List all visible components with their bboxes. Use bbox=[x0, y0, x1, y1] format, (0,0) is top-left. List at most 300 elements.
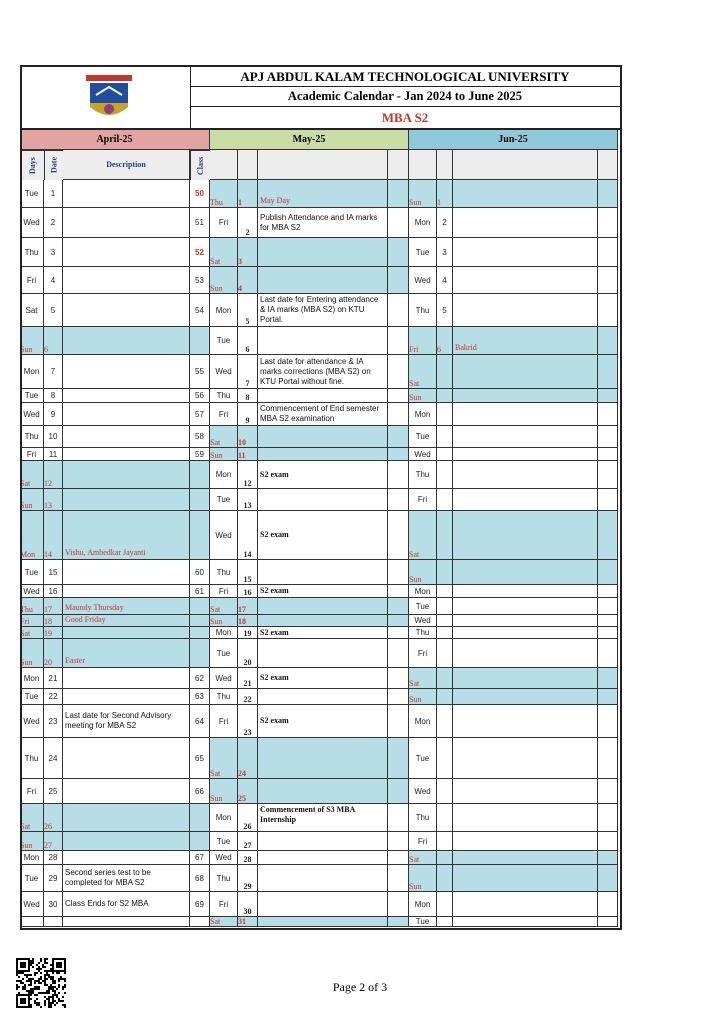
april-class bbox=[190, 639, 210, 668]
april-day: Tue bbox=[20, 865, 44, 892]
june-extra-cell bbox=[598, 294, 618, 327]
may-date: 12 bbox=[238, 461, 258, 489]
april-class bbox=[190, 461, 210, 489]
april-class bbox=[190, 627, 210, 639]
may-date: 21 bbox=[238, 668, 258, 689]
april-date: 14 bbox=[44, 511, 63, 560]
may-date: 19 bbox=[238, 627, 258, 639]
april-date: 25 bbox=[44, 779, 63, 804]
april-class: 68 bbox=[190, 865, 210, 892]
june-date bbox=[437, 917, 453, 927]
june-date bbox=[437, 689, 453, 705]
june-extra-cell bbox=[598, 779, 618, 804]
april-date: 2 bbox=[44, 208, 63, 238]
april-class: 60 bbox=[190, 560, 210, 585]
april-day: Sun bbox=[20, 832, 44, 851]
june-date bbox=[437, 615, 453, 627]
april-class bbox=[190, 327, 210, 355]
may-day: Mon bbox=[210, 627, 238, 639]
april-day: Fri bbox=[20, 779, 44, 804]
june-day: Mon bbox=[409, 208, 437, 238]
may-day: Tue bbox=[210, 832, 238, 851]
may-date: 6 bbox=[238, 327, 258, 355]
june-description bbox=[453, 832, 598, 851]
may-date: 30 bbox=[238, 892, 258, 917]
logo-cell bbox=[22, 67, 191, 130]
may-date: 13 bbox=[238, 489, 258, 511]
may-column-header bbox=[388, 150, 409, 180]
page-number: Page 2 of 3 bbox=[332, 980, 388, 994]
june-extra-cell bbox=[598, 448, 618, 461]
april-date bbox=[44, 917, 63, 927]
april-description bbox=[63, 238, 190, 267]
may-date: 20 bbox=[238, 639, 258, 668]
june-date bbox=[437, 355, 453, 389]
april-description bbox=[63, 585, 190, 598]
april-day: Thu bbox=[20, 738, 44, 779]
may-description bbox=[258, 639, 388, 668]
april-day: Sun bbox=[20, 327, 44, 355]
may-description: S2 exam bbox=[258, 705, 388, 738]
calendar-header bbox=[20, 65, 622, 130]
may-extra-cell bbox=[388, 804, 409, 832]
may-description: S2 exam bbox=[258, 585, 388, 598]
april-date: 20 bbox=[44, 639, 63, 668]
may-extra-cell bbox=[388, 294, 409, 327]
june-day: Tue bbox=[409, 738, 437, 779]
april-description bbox=[63, 327, 190, 355]
june-day: Sat bbox=[409, 851, 437, 865]
may-extra-cell bbox=[388, 327, 409, 355]
may-extra-cell bbox=[388, 461, 409, 489]
april-description bbox=[63, 689, 190, 705]
may-description: Last date for Entering attendance & IA marks (MBA S2) on KTU Portal. bbox=[258, 294, 388, 327]
june-column-header bbox=[598, 150, 618, 180]
april-day: Wed bbox=[20, 403, 44, 426]
university-title: APJ ABDUL KALAM TECHNOLOGICAL UNIVERSITY bbox=[190, 67, 620, 87]
june-day: Fri bbox=[409, 832, 437, 851]
april-class: 65 bbox=[190, 738, 210, 779]
april-day: Fri bbox=[20, 615, 44, 627]
june-day: Wed bbox=[409, 615, 437, 627]
april-date: 24 bbox=[44, 738, 63, 779]
april-description: Last date for Second Advisory meeting for MBA S2 bbox=[63, 705, 190, 738]
april-class: 57 bbox=[190, 403, 210, 426]
june-day: Sun bbox=[409, 180, 437, 208]
april-description bbox=[63, 668, 190, 689]
june-date bbox=[437, 448, 453, 461]
june-description bbox=[453, 689, 598, 705]
june-description bbox=[453, 426, 598, 448]
may-date: 29 bbox=[238, 865, 258, 892]
may-day: Fri bbox=[210, 403, 238, 426]
june-month-header: Jun-25 bbox=[409, 128, 618, 150]
june-day: Sat bbox=[409, 355, 437, 389]
may-day: Wed bbox=[210, 668, 238, 689]
june-extra-cell bbox=[598, 327, 618, 355]
june-day: Fri bbox=[409, 489, 437, 511]
may-date: 9 bbox=[238, 403, 258, 426]
may-day: Tue bbox=[210, 489, 238, 511]
may-description bbox=[258, 598, 388, 615]
june-extra-cell bbox=[598, 892, 618, 917]
april-description: Class Ends for S2 MBA bbox=[63, 892, 190, 917]
april-day: Sat bbox=[20, 627, 44, 639]
may-column-header bbox=[258, 150, 388, 180]
april-day: Mon bbox=[20, 511, 44, 560]
june-day: Wed bbox=[409, 448, 437, 461]
april-day: Mon bbox=[20, 355, 44, 389]
may-day: Sun bbox=[210, 267, 238, 294]
may-extra-cell bbox=[388, 355, 409, 389]
april-day: Wed bbox=[20, 892, 44, 917]
june-description bbox=[453, 403, 598, 426]
june-day: Thu bbox=[409, 627, 437, 639]
may-day: Fri bbox=[210, 892, 238, 917]
april-class: 62 bbox=[190, 668, 210, 689]
may-description: Last date for attendance & IA marks corrections (MBA S2) on KTU Portal without fine. bbox=[258, 355, 388, 389]
june-description bbox=[453, 738, 598, 779]
may-day: Mon bbox=[210, 461, 238, 489]
may-extra-cell bbox=[388, 668, 409, 689]
june-day: Tue bbox=[409, 426, 437, 448]
june-date bbox=[437, 461, 453, 489]
may-day: Thu bbox=[210, 865, 238, 892]
may-description bbox=[258, 689, 388, 705]
may-extra-cell bbox=[388, 851, 409, 865]
june-extra-cell bbox=[598, 180, 618, 208]
april-date: 19 bbox=[44, 627, 63, 639]
april-date: 22 bbox=[44, 689, 63, 705]
june-description bbox=[453, 598, 598, 615]
june-description bbox=[453, 389, 598, 403]
april-description bbox=[63, 461, 190, 489]
june-description bbox=[453, 892, 598, 917]
may-date: 14 bbox=[238, 511, 258, 560]
column-header-date: Date bbox=[44, 150, 63, 180]
may-description: S2 exam bbox=[258, 511, 388, 560]
april-class: 55 bbox=[190, 355, 210, 389]
april-description bbox=[63, 779, 190, 804]
june-extra-cell bbox=[598, 917, 618, 927]
qr-code-icon bbox=[16, 958, 66, 1008]
june-day: Mon bbox=[409, 705, 437, 738]
may-day: Thu bbox=[210, 560, 238, 585]
june-date bbox=[437, 426, 453, 448]
april-day: Tue bbox=[20, 389, 44, 403]
column-header-description: Description bbox=[63, 150, 190, 180]
may-day: Sat bbox=[210, 598, 238, 615]
june-extra-cell bbox=[598, 865, 618, 892]
june-date bbox=[437, 705, 453, 738]
june-description bbox=[453, 208, 598, 238]
april-date: 11 bbox=[44, 448, 63, 461]
april-date: 12 bbox=[44, 461, 63, 489]
april-description: Vishu, Ambedkar Jayanti bbox=[63, 511, 190, 560]
may-extra-cell bbox=[388, 448, 409, 461]
june-date: 5 bbox=[437, 294, 453, 327]
may-extra-cell bbox=[388, 489, 409, 511]
may-day: Wed bbox=[210, 355, 238, 389]
june-day: Wed bbox=[409, 779, 437, 804]
april-date: 18 bbox=[44, 615, 63, 627]
june-extra-cell bbox=[598, 804, 618, 832]
may-month-header: May-25 bbox=[210, 128, 409, 150]
june-description bbox=[453, 294, 598, 327]
june-date bbox=[437, 489, 453, 511]
april-class: 58 bbox=[190, 426, 210, 448]
june-day: Tue bbox=[409, 238, 437, 267]
june-date bbox=[437, 779, 453, 804]
june-day: Mon bbox=[409, 585, 437, 598]
may-day: Thu bbox=[210, 389, 238, 403]
may-extra-cell bbox=[388, 865, 409, 892]
june-column-header bbox=[437, 150, 453, 180]
april-date: 9 bbox=[44, 403, 63, 426]
may-date: 16 bbox=[238, 585, 258, 598]
may-date: 27 bbox=[238, 832, 258, 851]
april-description bbox=[63, 489, 190, 511]
june-description bbox=[453, 180, 598, 208]
june-extra-cell bbox=[598, 389, 618, 403]
may-extra-cell bbox=[388, 389, 409, 403]
april-date: 27 bbox=[44, 832, 63, 851]
june-date bbox=[437, 851, 453, 865]
may-day: Wed bbox=[210, 511, 238, 560]
may-day: Fri bbox=[210, 208, 238, 238]
june-date bbox=[437, 832, 453, 851]
may-extra-cell bbox=[388, 832, 409, 851]
june-extra-cell bbox=[598, 355, 618, 389]
april-class bbox=[190, 489, 210, 511]
june-day: Wed bbox=[409, 267, 437, 294]
april-date: 3 bbox=[44, 238, 63, 267]
april-date: 17 bbox=[44, 598, 63, 615]
june-date bbox=[437, 627, 453, 639]
april-date: 1 bbox=[44, 180, 63, 208]
june-description bbox=[453, 461, 598, 489]
april-description bbox=[63, 560, 190, 585]
may-date: 25 bbox=[238, 779, 258, 804]
june-day: Tue bbox=[409, 917, 437, 927]
april-description bbox=[63, 738, 190, 779]
june-date bbox=[437, 511, 453, 560]
june-day: Sun bbox=[409, 560, 437, 585]
june-date: 6 bbox=[437, 327, 453, 355]
may-description bbox=[258, 615, 388, 627]
april-description bbox=[63, 294, 190, 327]
column-header-class: Class bbox=[190, 150, 210, 180]
may-description: S2 exam bbox=[258, 627, 388, 639]
june-column-header bbox=[453, 150, 598, 180]
april-description: Second series test to be completed for MBA S2 bbox=[63, 865, 190, 892]
april-class: 61 bbox=[190, 585, 210, 598]
may-date: 11 bbox=[238, 448, 258, 461]
june-extra-cell bbox=[598, 238, 618, 267]
may-extra-cell bbox=[388, 627, 409, 639]
may-description bbox=[258, 917, 388, 927]
june-date bbox=[437, 738, 453, 779]
april-date: 26 bbox=[44, 804, 63, 832]
april-description bbox=[63, 403, 190, 426]
may-description bbox=[258, 865, 388, 892]
may-date: 22 bbox=[238, 689, 258, 705]
april-day: Sat bbox=[20, 804, 44, 832]
april-class: 63 bbox=[190, 689, 210, 705]
calendar-page bbox=[20, 65, 620, 948]
june-extra-cell bbox=[598, 689, 618, 705]
may-extra-cell bbox=[388, 615, 409, 627]
may-date: 24 bbox=[238, 738, 258, 779]
april-day bbox=[20, 917, 44, 927]
april-day: Sat bbox=[20, 294, 44, 327]
april-day: Sat bbox=[20, 461, 44, 489]
april-date: 8 bbox=[44, 389, 63, 403]
may-day: Sun bbox=[210, 779, 238, 804]
april-day: Tue bbox=[20, 689, 44, 705]
june-date: 2 bbox=[437, 208, 453, 238]
april-class bbox=[190, 917, 210, 927]
may-day: Sun bbox=[210, 448, 238, 461]
april-day: Tue bbox=[20, 180, 44, 208]
april-description bbox=[63, 627, 190, 639]
april-description: Maundy Thursday bbox=[63, 598, 190, 615]
may-description: Commencement of End semester MBA S2 examination bbox=[258, 403, 388, 426]
may-date: 15 bbox=[238, 560, 258, 585]
may-date: 5 bbox=[238, 294, 258, 327]
april-class: 52 bbox=[190, 238, 210, 267]
june-extra-cell bbox=[598, 627, 618, 639]
april-day: Wed bbox=[20, 705, 44, 738]
may-date: 23 bbox=[238, 705, 258, 738]
april-day: Thu bbox=[20, 426, 44, 448]
june-description bbox=[453, 585, 598, 598]
june-extra-cell bbox=[598, 208, 618, 238]
june-date bbox=[437, 892, 453, 917]
april-date: 6 bbox=[44, 327, 63, 355]
june-date bbox=[437, 668, 453, 689]
may-day: Sat bbox=[210, 917, 238, 927]
may-date: 2 bbox=[238, 208, 258, 238]
may-day: Tue bbox=[210, 639, 238, 668]
june-day: Sun bbox=[409, 389, 437, 403]
may-extra-cell bbox=[388, 180, 409, 208]
may-description: S2 exam bbox=[258, 668, 388, 689]
june-description bbox=[453, 639, 598, 668]
april-class bbox=[190, 598, 210, 615]
column-header-days: Days bbox=[20, 150, 44, 180]
june-date bbox=[437, 804, 453, 832]
may-extra-cell bbox=[388, 511, 409, 560]
may-description bbox=[258, 238, 388, 267]
calendar-grid bbox=[20, 128, 620, 927]
april-date: 15 bbox=[44, 560, 63, 585]
april-description bbox=[63, 448, 190, 461]
april-month-header: April-25 bbox=[20, 128, 210, 150]
may-day: Tue bbox=[210, 327, 238, 355]
april-class bbox=[190, 615, 210, 627]
may-extra-cell bbox=[388, 892, 409, 917]
june-description bbox=[453, 238, 598, 267]
june-day: Fri bbox=[409, 327, 437, 355]
june-description bbox=[453, 448, 598, 461]
june-date bbox=[437, 585, 453, 598]
may-description: Publish Attendance and IA marks for MBA S2 bbox=[258, 208, 388, 238]
april-date: 28 bbox=[44, 851, 63, 865]
june-extra-cell bbox=[598, 426, 618, 448]
april-day: Wed bbox=[20, 585, 44, 598]
june-extra-cell bbox=[598, 560, 618, 585]
may-date: 10 bbox=[238, 426, 258, 448]
june-extra-cell bbox=[598, 615, 618, 627]
june-date: 1 bbox=[437, 180, 453, 208]
june-day: Sun bbox=[409, 689, 437, 705]
may-description bbox=[258, 267, 388, 294]
june-description bbox=[453, 917, 598, 927]
june-description bbox=[453, 627, 598, 639]
april-description bbox=[63, 804, 190, 832]
may-extra-cell bbox=[388, 560, 409, 585]
april-class: 56 bbox=[190, 389, 210, 403]
may-date: 17 bbox=[238, 598, 258, 615]
may-description bbox=[258, 779, 388, 804]
april-description bbox=[63, 267, 190, 294]
june-extra-cell bbox=[598, 668, 618, 689]
university-logo bbox=[84, 73, 134, 125]
april-date: 29 bbox=[44, 865, 63, 892]
june-extra-cell bbox=[598, 267, 618, 294]
may-extra-cell bbox=[388, 267, 409, 294]
april-class bbox=[190, 511, 210, 560]
june-description bbox=[453, 267, 598, 294]
may-description bbox=[258, 832, 388, 851]
april-date: 5 bbox=[44, 294, 63, 327]
may-extra-cell bbox=[388, 585, 409, 598]
may-extra-cell bbox=[388, 917, 409, 927]
june-description bbox=[453, 489, 598, 511]
june-extra-cell bbox=[598, 511, 618, 560]
may-day: Sat bbox=[210, 738, 238, 779]
april-day: Mon bbox=[20, 851, 44, 865]
may-description: S2 exam bbox=[258, 461, 388, 489]
may-date: 26 bbox=[238, 804, 258, 832]
june-date bbox=[437, 865, 453, 892]
june-description: Bakrid bbox=[453, 327, 598, 355]
april-day: Sun bbox=[20, 489, 44, 511]
april-class: 51 bbox=[190, 208, 210, 238]
april-description bbox=[63, 851, 190, 865]
april-day: Tue bbox=[20, 560, 44, 585]
april-description bbox=[63, 180, 190, 208]
may-column-header bbox=[210, 150, 238, 180]
june-column-header bbox=[409, 150, 437, 180]
april-day: Sun bbox=[20, 639, 44, 668]
may-day: Thu bbox=[210, 180, 238, 208]
may-day: Sun bbox=[210, 615, 238, 627]
april-class: 50 bbox=[190, 180, 210, 208]
june-day: Thu bbox=[409, 294, 437, 327]
april-class: 66 bbox=[190, 779, 210, 804]
may-extra-cell bbox=[388, 779, 409, 804]
april-day: Thu bbox=[20, 238, 44, 267]
may-day: Fri bbox=[210, 705, 238, 738]
june-date bbox=[437, 403, 453, 426]
may-date: 18 bbox=[238, 615, 258, 627]
april-description bbox=[63, 426, 190, 448]
may-date: 1 bbox=[238, 180, 258, 208]
may-extra-cell bbox=[388, 705, 409, 738]
april-day: Mon bbox=[20, 668, 44, 689]
